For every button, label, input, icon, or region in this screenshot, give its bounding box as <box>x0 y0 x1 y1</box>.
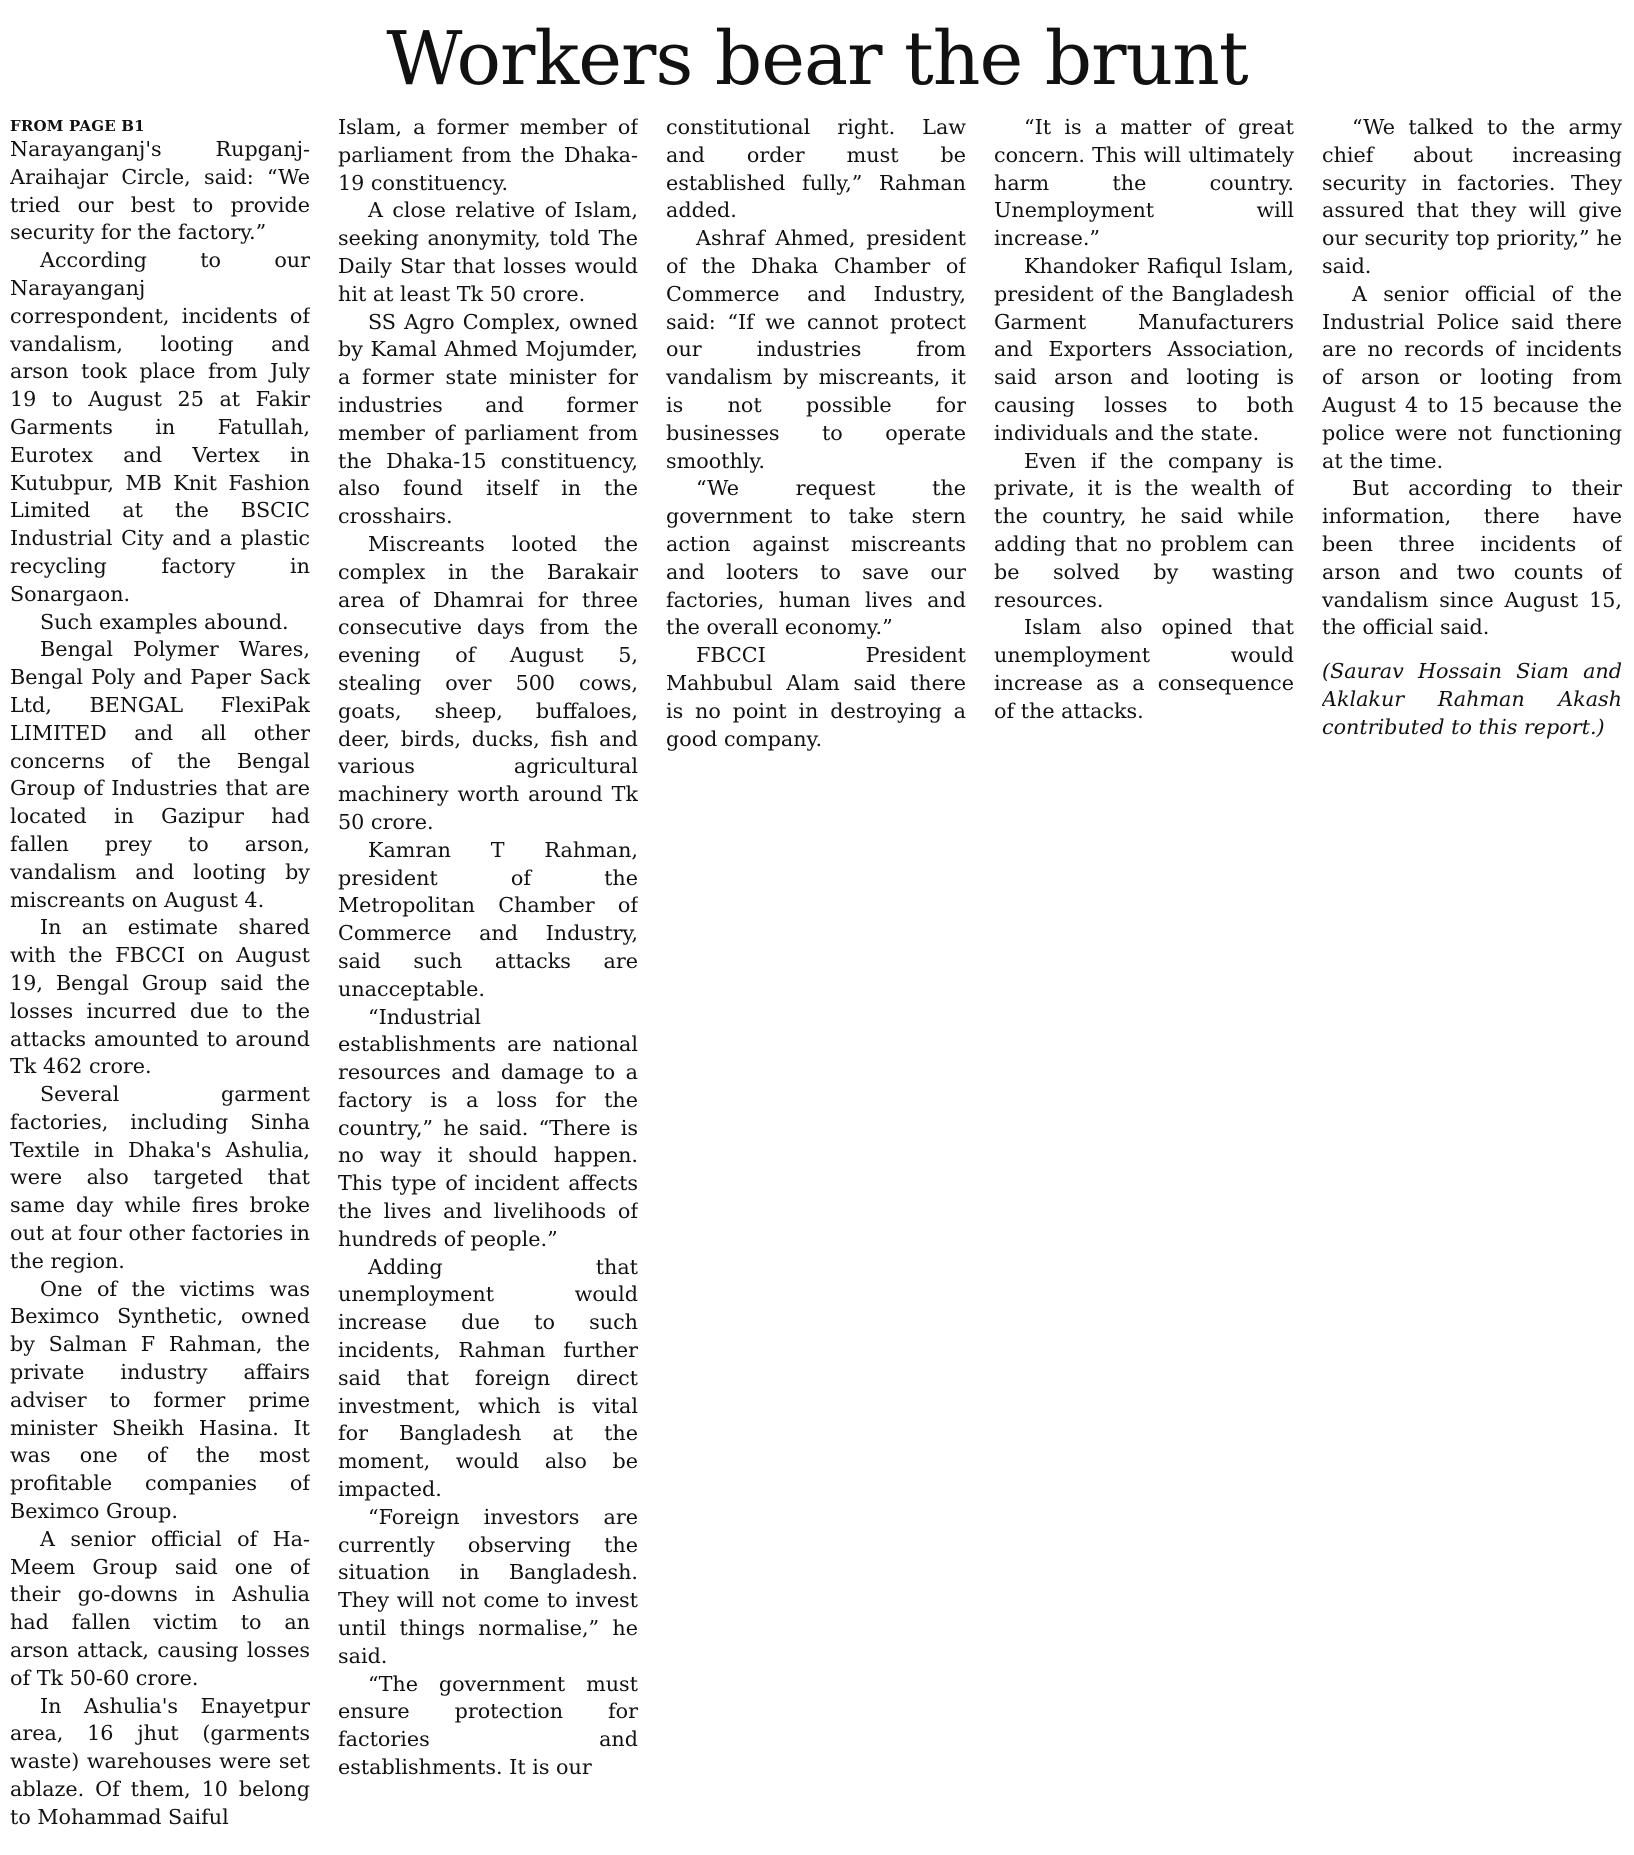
headline: Workers bear the brunt <box>386 16 1248 102</box>
paragraph: Islam also opined that unemployment would increase as a consequence of the attacks. <box>994 615 1294 723</box>
article-column-3 <box>666 114 966 1844</box>
paragraph: Miscreants looted the complex in the Barakair area of Dhamrai for three consecutive days from the evening of August 5, stealing over 500 cows, goats, sheep, buffaloes, deer, birds, ducks, fish and various agricultural machinery worth around Tk 50 crore. <box>338 531 638 834</box>
paragraph: Bengal Polymer Wares, Bengal Poly and Paper Sack Ltd, BENGAL FlexiPak LIMITED and all other concerns of the Bengal Group of Industries that are located in Gazipur had fallen prey to arson, vandalism and looting by miscreants on August 4. <box>10 637 310 912</box>
article-column-1 <box>10 114 310 1844</box>
paragraph: Adding that unemployment would increase due to such incidents, Rahman further said that foreign direct investment, which is vital for Bangladesh at the moment, would also be impacted. <box>338 1254 638 1502</box>
continued-from-label: FROM PAGE B1 <box>10 117 145 135</box>
paragraph: In Ashulia's Enayetpur area, 16 jhut (garments waste) warehouses were set ablaze. Of them, 10 belong to Mohammad Saiful <box>10 1693 310 1829</box>
article-column-2 <box>338 114 638 1844</box>
paragraph: FBCCI President Mahbubul Alam said there is no point in destroying a good company. <box>666 643 966 751</box>
article-column-5 <box>1322 114 1622 1844</box>
paragraph: One of the victims was Beximco Synthetic, owned by Salman F Rahman, the private industry affairs adviser to former prime minister Sheikh Hasina. It was one of the most profitable companies of Beximco Group. <box>10 1276 310 1524</box>
paragraph: constitutional right. Law and order must be established fully,” Rahman added. <box>666 115 966 223</box>
paragraph: “We talked to the army chief about increasing security in factories. They assured that they will give our security top priority,” he said. <box>1322 115 1622 278</box>
paragraph: Several garment factories, including Sinha Textile in Dhaka's Ashulia, were also targeted that same day while fires broke out at four other factories in the region. <box>10 1082 310 1273</box>
paragraph: Even if the company is private, it is the wealth of the country, he said while adding that no problem can be solved by wasting resources. <box>994 448 1294 612</box>
paragraph: “The government must ensure protection for factories and establishments. It is our <box>338 1671 638 1780</box>
paragraph: SS Agro Complex, owned by Kamal Ahmed Mojumder, a former state minister for industries and former member of parliament from the Dhaka-15 constituency, also found itself in the crosshairs. <box>338 309 638 529</box>
paragraph: “We request the government to take stern action against miscreants and looters to save our factories, human lives and the overall economy.” <box>666 476 966 640</box>
paragraph: “Industrial establishments are national resources and damage to a factory is a loss for the country,” he said. “There is no way it should happen. This type of incident affects the lives and livelihoods of hundreds of people.” <box>338 1004 638 1251</box>
paragraph: But according to their information, there have been three incidents of arson and two counts of vandalism since August 15, the official said. <box>1322 476 1622 640</box>
paragraph: A close relative of Islam, seeking anonymity, told The Daily Star that losses would hit at least Tk 50 crore. <box>338 198 638 306</box>
article-column-4 <box>994 114 1294 1844</box>
contributor-credit: (Saurav Hossain Siam and Aklakur Rahman Akash contributed to this report.) <box>1322 659 1622 739</box>
paragraph: Kamran T Rahman, president of the Metropolitan Chamber of Commerce and Industry, said such attacks are unacceptable. <box>338 837 638 1001</box>
paragraph: Such examples abound. <box>40 609 289 634</box>
paragraph: In an estimate shared with the FBCCI on August 19, Bengal Group said the losses incurred due to the attacks amounted to around Tk 462 crore. <box>10 915 310 1079</box>
paragraph: A senior official of Ha-Meem Group said one of their go-downs in Ashulia had fallen victim to an arson attack, causing losses of Tk 50-60 crore. <box>10 1526 310 1690</box>
paragraph: Narayanganj's Rupganj-Araihajar Circle, said: “We tried our best to provide security for the factory.” <box>10 137 310 245</box>
paragraph: Khandoker Rafiqul Islam, president of the Bangladesh Garment Manufacturers and Exporters Association, said arson and looting is causing losses to both individuals and the state. <box>994 253 1294 445</box>
paragraph: Islam, a former member of parliament from the Dhaka-19 constituency. <box>338 115 638 195</box>
paragraph: “It is a matter of great concern. This will ultimately harm the country. Unemployment will increase.” <box>994 115 1294 251</box>
paragraph: Ashraf Ahmed, president of the Dhaka Chamber of Commerce and Industry, said: “If we cannot protect our industries from vandalism by miscreants, it is not possible for businesses to operate smoothly. <box>666 226 966 473</box>
paragraph: A senior official of the Industrial Police said there are no records of incidents of arson or looting from August 4 to 15 because the police were not functioning at the time. <box>1322 281 1622 473</box>
paragraph: According to our Narayanganj correspondent, incidents of vandalism, looting and arson took place from July 19 to August 25 at Fakir Garments in Fatullah, Eurotex and Vertex in Kutubpur, MB Knit Fashion Limited at the BSCIC Industrial City and a plastic recycling factory in Sonargaon. <box>10 248 310 606</box>
paragraph: “Foreign investors are currently observing the situation in Bangladesh. They will not come to invest until things normalise,” he said. <box>338 1504 638 1668</box>
